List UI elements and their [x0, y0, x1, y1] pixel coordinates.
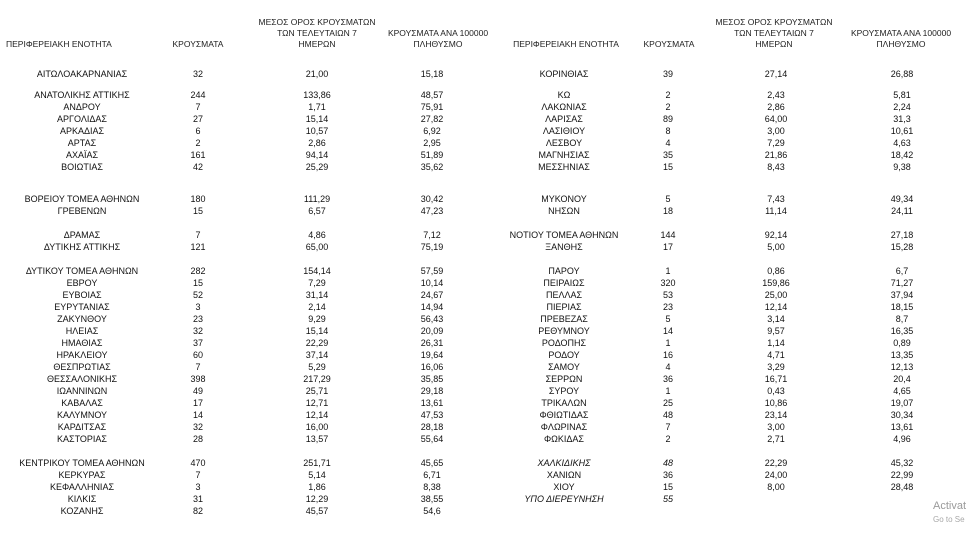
- cases-cell: 52: [192, 290, 204, 300]
- per100k-cell: 54,6: [423, 506, 441, 516]
- cases-cell: 15: [662, 162, 674, 172]
- region-cell: ΑΡΤΑΣ: [67, 138, 97, 148]
- avg-cell: 5,29: [308, 362, 326, 372]
- avg-cell: 4,71: [767, 350, 785, 360]
- cases-cell: 48: [662, 458, 674, 468]
- avg-cell: 7,29: [767, 138, 785, 148]
- cases-cell: 14: [662, 326, 674, 336]
- region-cell: ΠΡΕΒΕΖΑΣ: [540, 314, 588, 324]
- cases-cell: 15: [662, 482, 674, 492]
- header-avg-line1: ΜΕΣΟΣ ΟΡΟΣ ΚΡΟΥΣΜΑΤΩΝ: [258, 17, 376, 27]
- avg-cell: 2,14: [308, 302, 326, 312]
- cases-cell: 48: [662, 410, 674, 420]
- region-cell: ΝΟΤΙΟΥ ΤΟΜΕΑ ΑΘΗΝΩΝ: [509, 230, 619, 240]
- region-cell: ΣΥΡΟΥ: [548, 386, 580, 396]
- avg-cell: 27,14: [764, 69, 788, 79]
- cases-cell: 36: [662, 374, 674, 384]
- region-cell: ΗΛΕΙΑΣ: [65, 326, 99, 336]
- region-cell: ΣΕΡΡΩΝ: [545, 374, 583, 384]
- per100k-cell: 16,06: [420, 362, 444, 372]
- cases-cell: 32: [192, 422, 204, 432]
- per100k-cell: 24,67: [420, 290, 444, 300]
- avg-cell: 9,29: [308, 314, 326, 324]
- region-cell: ΕΥΒΟΙΑΣ: [62, 290, 102, 300]
- region-cell: ΣΑΜΟΥ: [548, 362, 580, 372]
- cases-cell: 3: [195, 302, 201, 312]
- per100k-cell: 7,12: [423, 230, 441, 240]
- region-cell: ΛΕΣΒΟΥ: [545, 138, 583, 148]
- table-row: [0, 161, 960, 173]
- header-avg-line3: ΗΜΕΡΩΝ: [755, 39, 793, 49]
- per100k-cell: 29,18: [420, 386, 444, 396]
- table-row: [0, 101, 960, 113]
- table-row: [0, 505, 960, 517]
- cases-cell: 28: [192, 434, 204, 444]
- region-cell: ΔΥΤΙΚΟΥ ΤΟΜΕΑ ΑΘΗΝΩΝ: [25, 266, 139, 276]
- cases-cell: 25: [662, 398, 674, 408]
- per100k-cell: 75,19: [420, 242, 444, 252]
- region-cell: ΦΘΙΩΤΙΔΑΣ: [539, 410, 589, 420]
- per100k-cell: 51,89: [420, 150, 444, 160]
- per100k-cell: 19,64: [420, 350, 444, 360]
- per100k-cell: 13,35: [890, 350, 914, 360]
- cases-cell: 36: [662, 470, 674, 480]
- cases-cell: 282: [190, 266, 206, 276]
- avg-cell: 133,86: [303, 90, 331, 100]
- per100k-cell: 13,61: [420, 398, 444, 408]
- activation-watermark: [933, 500, 966, 526]
- avg-cell: 21,86: [764, 150, 788, 160]
- cases-cell: 1: [665, 386, 671, 396]
- per100k-cell: 35,62: [420, 162, 444, 172]
- header-avg-line2: ΤΩΝ ΤΕΛΕΥΤΑΙΩΝ 7: [734, 28, 814, 38]
- per100k-cell: 0,89: [893, 338, 911, 348]
- avg-cell: 15,14: [305, 114, 329, 124]
- per100k-cell: 5,81: [893, 90, 911, 100]
- header-avg-line1: ΜΕΣΟΣ ΟΡΟΣ ΚΡΟΥΣΜΑΤΩΝ: [715, 17, 833, 27]
- region-cell: ΚΑΣΤΟΡΙΑΣ: [57, 434, 107, 444]
- per100k-cell: 37,94: [890, 290, 914, 300]
- region-cell: ΚΕΦΑΛΛΗΝΙΑΣ: [49, 482, 115, 492]
- region-cell: ΤΡΙΚΑΛΩΝ: [541, 398, 587, 408]
- region-cell: ΜΑΓΝΗΣΙΑΣ: [538, 150, 590, 160]
- region-cell: ΔΥΤΙΚΗΣ ΑΤΤΙΚΗΣ: [43, 242, 121, 252]
- table-row: [0, 113, 960, 125]
- avg-cell: 5,14: [308, 470, 326, 480]
- cases-cell: 55: [662, 494, 674, 504]
- region-cell: ΚΑΡΔΙΤΣΑΣ: [57, 422, 107, 432]
- region-cell: ΖΑΚΥΝΘΟΥ: [57, 314, 107, 324]
- region-cell: ΚΑΒΑΛΑΣ: [61, 398, 103, 408]
- cases-cell: 7: [195, 102, 201, 112]
- region-cell: ΠΕΛΛΑΣ: [545, 290, 583, 300]
- region-cell: ΘΕΣΠΡΩΤΙΑΣ: [53, 362, 111, 372]
- avg-cell: 154,14: [303, 266, 331, 276]
- per100k-cell: 47,53: [420, 410, 444, 420]
- avg-cell: 12,29: [305, 494, 329, 504]
- region-cell: ΗΜΑΘΙΑΣ: [61, 338, 103, 348]
- header-region-label: ΠΕΡΙΦΕΡΕΙΑΚΗ ΕΝΟΤΗΤΑ: [6, 39, 112, 49]
- per100k-cell: 31,3: [893, 114, 911, 124]
- region-cell: ΑΝΑΤΟΛΙΚΗΣ ΑΤΤΙΚΗΣ: [34, 90, 130, 100]
- avg-cell: 13,57: [305, 434, 329, 444]
- cases-cell: 39: [662, 69, 674, 79]
- region-cell: ΕΒΡΟΥ: [66, 278, 98, 288]
- cases-cell: 17: [662, 242, 674, 252]
- per100k-cell: 19,07: [890, 398, 914, 408]
- per100k-cell: 6,7: [895, 266, 909, 276]
- per100k-cell: 4,96: [893, 434, 911, 444]
- cases-cell: 161: [190, 150, 206, 160]
- region-cell: ΑΡΚΑΔΙΑΣ: [59, 126, 105, 136]
- region-cell: ΒΟΡΕΙΟΥ ΤΟΜΕΑ ΑΘΗΝΩΝ: [24, 194, 140, 204]
- per100k-cell: 57,59: [420, 266, 444, 276]
- region-cell: ΚΩ: [557, 90, 571, 100]
- region-cell: ΞΑΝΘΗΣ: [545, 242, 583, 252]
- avg-cell: 12,14: [764, 302, 788, 312]
- watermark-line1: Activat: [932, 500, 966, 512]
- per100k-cell: 4,63: [893, 138, 911, 148]
- avg-cell: 11,14: [765, 206, 787, 216]
- avg-cell: 2,71: [767, 434, 785, 444]
- avg-cell: 10,57: [305, 126, 329, 136]
- per100k-cell: 15,18: [420, 69, 444, 79]
- cases-cell: 2: [665, 102, 671, 112]
- region-cell: ΠΙΕΡΙΑΣ: [546, 302, 582, 312]
- avg-cell: 3,00: [767, 422, 785, 432]
- per100k-cell: 49,34: [890, 194, 914, 204]
- region-cell: ΗΡΑΚΛΕΙΟΥ: [56, 350, 108, 360]
- cases-cell: 244: [190, 90, 206, 100]
- avg-cell: 10,86: [764, 398, 788, 408]
- avg-cell: 8,43: [767, 162, 785, 172]
- avg-cell: 24,00: [764, 470, 788, 480]
- per100k-cell: 9,38: [893, 162, 911, 172]
- avg-cell: 217,29: [303, 374, 331, 384]
- cases-cell: 1: [665, 338, 671, 348]
- region-cell: ΚΟΖΑΝΗΣ: [60, 506, 104, 516]
- per100k-cell: 45,32: [890, 458, 914, 468]
- cases-cell: 3: [195, 482, 201, 492]
- per100k-cell: 15,28: [890, 242, 914, 252]
- table-row: [0, 469, 960, 481]
- avg-cell: 3,00: [767, 126, 785, 136]
- table-row: [0, 421, 960, 433]
- table-row: [0, 337, 960, 349]
- cases-cell: 2: [665, 434, 671, 444]
- region-cell: ΑΡΓΟΛΙΔΑΣ: [57, 114, 107, 124]
- per100k-cell: 13,61: [890, 422, 914, 432]
- region-cell: ΦΛΩΡΙΝΑΣ: [540, 422, 588, 432]
- avg-cell: 0,43: [767, 386, 785, 396]
- avg-cell: 1,71: [308, 102, 326, 112]
- per100k-cell: 2,95: [423, 138, 441, 148]
- avg-cell: 9,57: [767, 326, 785, 336]
- cases-cell: 31: [192, 494, 204, 504]
- region-cell: ΝΗΣΩΝ: [548, 206, 580, 216]
- region-cell: ΛΑΣΙΘΙΟΥ: [542, 126, 586, 136]
- avg-cell: 3,29: [767, 362, 785, 372]
- per100k-cell: 48,57: [420, 90, 444, 100]
- cases-cell: 35: [662, 150, 674, 160]
- cases-cell: 398: [190, 374, 206, 384]
- region-cell: ΧΑΝΙΩΝ: [546, 470, 582, 480]
- region-cell: ΦΩΚΙΔΑΣ: [544, 434, 584, 444]
- header-per100k-line2: ΠΛΗΘΥΣΜΟ: [876, 39, 926, 49]
- cases-cell: 7: [665, 422, 671, 432]
- avg-cell: 111,29: [303, 194, 331, 204]
- per100k-cell: 4,65: [893, 386, 911, 396]
- header-avg-line2: ΤΩΝ ΤΕΛΕΥΤΑΙΩΝ 7: [277, 28, 357, 38]
- avg-cell: 2,86: [767, 102, 785, 112]
- avg-cell: 4,86: [308, 230, 326, 240]
- per100k-cell: 30,34: [890, 410, 914, 420]
- cases-cell: 4: [665, 138, 671, 148]
- region-cell: ΧΑΛΚΙΔΙΚΗΣ: [537, 458, 591, 468]
- avg-cell: 16,00: [305, 422, 329, 432]
- region-cell: ΕΥΡΥΤΑΝΙΑΣ: [54, 302, 110, 312]
- header-cases-label: ΚΡΟΥΣΜΑΤΑ: [172, 39, 224, 49]
- cases-cell: 32: [192, 69, 204, 79]
- watermark-line2: Go to Se: [932, 515, 965, 524]
- per100k-cell: 45,65: [420, 458, 444, 468]
- table-row: [0, 68, 960, 80]
- cases-cell: 1: [665, 266, 671, 276]
- per100k-cell: 38,55: [420, 494, 444, 504]
- table-row: [0, 229, 960, 241]
- cases-cell: 320: [660, 278, 676, 288]
- avg-cell: 0,86: [767, 266, 785, 276]
- cases-cell: 17: [192, 398, 204, 408]
- cases-cell: 144: [660, 230, 676, 240]
- avg-cell: 6,57: [308, 206, 326, 216]
- region-cell: ΜΥΚΟΝΟΥ: [541, 194, 587, 204]
- cases-cell: 53: [662, 290, 674, 300]
- cases-cell: 4: [665, 362, 671, 372]
- avg-cell: 1,14: [767, 338, 785, 348]
- cases-cell: 49: [192, 386, 204, 396]
- per100k-cell: 8,38: [423, 482, 441, 492]
- cases-cell: 180: [190, 194, 206, 204]
- avg-cell: 15,14: [305, 326, 329, 336]
- avg-cell: 2,43: [767, 90, 785, 100]
- per100k-cell: 18,15: [890, 302, 914, 312]
- region-cell: ΧΙΟΥ: [553, 482, 575, 492]
- per100k-cell: 2,24: [893, 102, 911, 112]
- table-row: [0, 349, 960, 361]
- header-per100k-line1: ΚΡΟΥΣΜΑΤΑ ΑΝΑ 100000: [387, 28, 489, 38]
- per100k-cell: 8,7: [895, 314, 909, 324]
- table-row: [0, 325, 960, 337]
- region-cell: ΑΙΤΩΛΟΑΚΑΡΝΑΝΙΑΣ: [36, 69, 128, 79]
- per100k-cell: 10,14: [420, 278, 444, 288]
- region-cell: ΛΑΚΩΝΙΑΣ: [541, 102, 587, 112]
- avg-cell: 25,71: [305, 386, 329, 396]
- avg-cell: 31,14: [305, 290, 329, 300]
- cases-cell: 5: [665, 194, 671, 204]
- cases-cell: 89: [662, 114, 674, 124]
- avg-cell: 7,43: [767, 194, 785, 204]
- table-row: [0, 137, 960, 149]
- avg-cell: 1,86: [308, 482, 326, 492]
- per100k-cell: 27,82: [420, 114, 444, 124]
- avg-cell: 2,86: [308, 138, 326, 148]
- cases-cell: 470: [190, 458, 206, 468]
- cases-cell: 8: [665, 126, 671, 136]
- table-row: [0, 313, 960, 325]
- region-cell: ΥΠΟ ΔΙΕΡΕΥΝΗΣΗ: [524, 494, 604, 504]
- cases-cell: 15: [192, 278, 204, 288]
- per100k-cell: 20,09: [420, 326, 444, 336]
- per100k-cell: 75,91: [420, 102, 444, 112]
- table-row: [0, 205, 960, 217]
- cases-cell: 7: [195, 230, 201, 240]
- region-cell: ΜΕΣΣΗΝΙΑΣ: [538, 162, 590, 172]
- per100k-cell: 22,99: [890, 470, 914, 480]
- per100k-cell: 10,61: [890, 126, 914, 136]
- header-avg-line3: ΗΜΕΡΩΝ: [298, 39, 336, 49]
- table-row: [0, 89, 960, 101]
- avg-cell: 21,00: [305, 69, 329, 79]
- avg-cell: 5,00: [767, 242, 785, 252]
- region-cell: ΓΡΕΒΕΝΩΝ: [57, 206, 107, 216]
- per100k-cell: 28,48: [890, 482, 914, 492]
- region-cell: ΚΑΛΥΜΝΟΥ: [56, 410, 108, 420]
- per100k-cell: 35,85: [420, 374, 444, 384]
- region-cell: ΔΡΑΜΑΣ: [63, 230, 101, 240]
- table-row: [0, 397, 960, 409]
- region-cell: ΒΟΙΩΤΙΑΣ: [61, 162, 103, 172]
- per100k-cell: 56,43: [420, 314, 444, 324]
- avg-cell: 23,14: [764, 410, 788, 420]
- avg-cell: 37,14: [305, 350, 329, 360]
- cases-cell: 32: [192, 326, 204, 336]
- region-cell: ΙΩΑΝΝΙΝΩΝ: [56, 386, 108, 396]
- per100k-cell: 16,35: [890, 326, 914, 336]
- cases-cell: 82: [192, 506, 204, 516]
- cases-cell: 23: [192, 314, 204, 324]
- table-row: [0, 457, 960, 469]
- region-cell: ΑΝΔΡΟΥ: [63, 102, 101, 112]
- per100k-cell: 6,92: [423, 126, 441, 136]
- region-cell: ΛΑΡΙΣΑΣ: [545, 114, 583, 124]
- avg-cell: 22,29: [764, 458, 788, 468]
- header-region-label: ΠΕΡΙΦΕΡΕΙΑΚΗ ΕΝΟΤΗΤΑ: [513, 39, 619, 49]
- region-cell: ΡΟΔΟΥ: [548, 350, 580, 360]
- avg-cell: 65,00: [305, 242, 329, 252]
- cases-cell: 27: [192, 114, 204, 124]
- region-cell: ΚΟΡΙΝΘΙΑΣ: [539, 69, 589, 79]
- per100k-cell: 47,23: [420, 206, 444, 216]
- per100k-cell: 55,64: [420, 434, 444, 444]
- cases-cell: 7: [195, 470, 201, 480]
- region-cell: ΚΕΝΤΡΙΚΟΥ ΤΟΜΕΑ ΑΘΗΝΩΝ: [19, 458, 145, 468]
- per100k-cell: 71,27: [890, 278, 914, 288]
- per100k-cell: 24,11: [891, 206, 913, 216]
- avg-cell: 3,14: [767, 314, 785, 324]
- avg-cell: 92,14: [764, 230, 788, 240]
- avg-cell: 64,00: [764, 114, 788, 124]
- per100k-cell: 30,42: [420, 194, 444, 204]
- table-row: [0, 277, 960, 289]
- region-cell: ΚΕΡΚΥΡΑΣ: [58, 470, 106, 480]
- region-cell: ΡΟΔΟΠΗΣ: [541, 338, 587, 348]
- region-cell: ΠΕΙΡΑΙΩΣ: [543, 278, 585, 288]
- avg-cell: 12,14: [305, 410, 329, 420]
- header-cases-label: ΚΡΟΥΣΜΑΤΑ: [643, 39, 695, 49]
- avg-cell: 16,71: [764, 374, 788, 384]
- per100k-cell: 20,4: [893, 374, 911, 384]
- table-row: [0, 125, 960, 137]
- table-row: [0, 301, 960, 313]
- table-row: [0, 373, 960, 385]
- table-row: [0, 433, 960, 445]
- cases-cell: 60: [192, 350, 204, 360]
- table-row: [0, 361, 960, 373]
- table-row: [0, 193, 960, 205]
- table-row: [0, 241, 960, 253]
- avg-cell: 251,71: [303, 458, 331, 468]
- cases-cell: 18: [662, 206, 674, 216]
- header-per100k-line2: ΠΛΗΘΥΣΜΟ: [413, 39, 463, 49]
- per100k-cell: 26,88: [890, 69, 914, 79]
- cases-cell: 2: [195, 138, 201, 148]
- per100k-cell: 6,71: [423, 470, 441, 480]
- cases-cell: 121: [190, 242, 206, 252]
- table-row: [0, 481, 960, 493]
- table-row: [0, 289, 960, 301]
- cases-cell: 2: [665, 90, 671, 100]
- avg-cell: 25,29: [305, 162, 329, 172]
- cases-cell: 14: [192, 410, 204, 420]
- table-row: [0, 149, 960, 161]
- header-per100k-line1: ΚΡΟΥΣΜΑΤΑ ΑΝΑ 100000: [850, 28, 952, 38]
- cases-cell: 5: [665, 314, 671, 324]
- per100k-cell: 14,94: [420, 302, 444, 312]
- table-row: [0, 265, 960, 277]
- avg-cell: 12,71: [305, 398, 329, 408]
- region-cell: ΚΙΛΚΙΣ: [67, 494, 97, 504]
- cases-cell: 42: [192, 162, 204, 172]
- table-row: [0, 493, 960, 505]
- cases-cell: 6: [195, 126, 201, 136]
- per100k-cell: 12,13: [890, 362, 914, 372]
- region-cell: ΑΧΑΪΑΣ: [65, 150, 99, 160]
- region-cell: ΠΑΡΟΥ: [548, 266, 580, 276]
- per100k-cell: 27,18: [890, 230, 914, 240]
- cases-cell: 37: [192, 338, 204, 348]
- avg-cell: 8,00: [767, 482, 785, 492]
- avg-cell: 159,86: [762, 278, 790, 288]
- per100k-cell: 26,31: [420, 338, 444, 348]
- avg-cell: 94,14: [305, 150, 329, 160]
- table-row: [0, 409, 960, 421]
- cases-cell: 7: [195, 362, 201, 372]
- avg-cell: 22,29: [305, 338, 329, 348]
- avg-cell: 7,29: [308, 278, 326, 288]
- region-cell: ΡΕΘΥΜΝΟΥ: [538, 326, 590, 336]
- avg-cell: 25,00: [764, 290, 788, 300]
- avg-cell: 45,57: [305, 506, 329, 516]
- region-cell: ΘΕΣΣΑΛΟΝΙΚΗΣ: [46, 374, 118, 384]
- cases-cell: 23: [662, 302, 674, 312]
- per100k-cell: 18,42: [890, 150, 914, 160]
- table-row: [0, 385, 960, 397]
- cases-cell: 15: [192, 206, 204, 216]
- per100k-cell: 28,18: [420, 422, 444, 432]
- cases-cell: 16: [662, 350, 674, 360]
